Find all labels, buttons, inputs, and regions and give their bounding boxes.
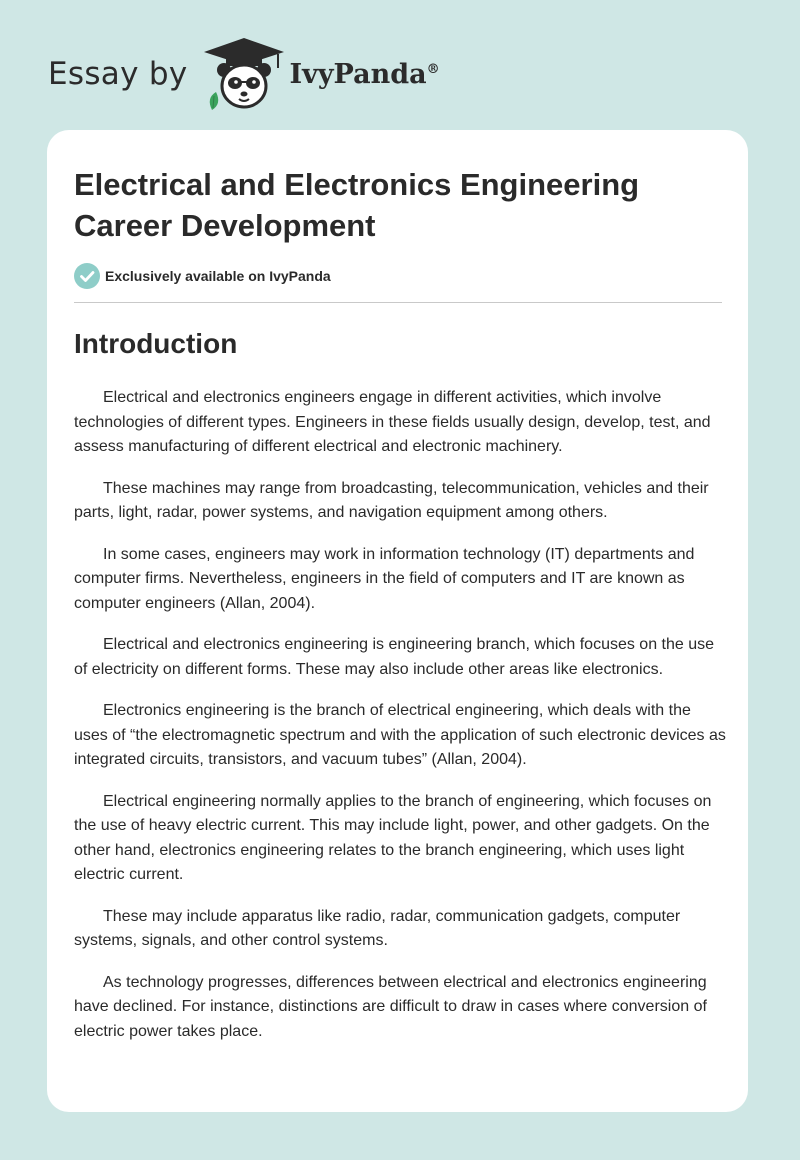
exclusive-badge xyxy=(74,263,331,289)
section-heading-introduction: Introduction xyxy=(74,328,238,359)
paragraph: Electronics engineering is the branch of electrical engineering, which deals with the uses of “the electromagnetic spectrum and with the application of such electronic devices as integrated circuits, transistors, and vacuum tubes” (Allan, 2004). xyxy=(74,702,726,768)
brand-name[interactable]: IvyPanda® xyxy=(289,58,440,90)
essay-card xyxy=(47,130,748,1112)
check-circle-icon xyxy=(74,263,100,289)
exclusive-badge-text: Exclusively available on IvyPanda xyxy=(105,268,331,284)
essay-body xyxy=(74,386,726,1061)
brand-prefix: Essay by xyxy=(48,56,188,92)
paragraph: As technology progresses, differences between electrical and electronics engineering have declined. For instance, distinctions are difficult to draw in cases where conversion of electric power takes place. xyxy=(74,973,707,1040)
essay-title: Electrical and Electronics Engineering Career Development xyxy=(74,167,640,243)
paragraph: Electrical and electronics engineering is engineering branch, which focuses on the use of electricity on different forms. These may also include other areas like electronics. xyxy=(74,636,715,678)
paragraph: In some cases, engineers may work in information technology (IT) departments and computer firms. Nevertheless, engineers in the field of computers and IT are known as computer engineers (Allan, 2004). xyxy=(74,545,695,612)
divider xyxy=(74,302,722,303)
paragraph: These machines may range from broadcasting, telecommunication, vehicles and their parts, light, radar, power systems, and navigation equipment among others. xyxy=(74,479,709,521)
site-header xyxy=(48,34,440,114)
paragraph: Electrical engineering normally applies to the branch of engineering, which focuses on the use of heavy electric current. This may include light, power, and other gadgets. On the other hand, electronics engineering relates to the branch engineering, which uses light electric current. xyxy=(74,792,712,883)
registered-mark: ® xyxy=(426,61,440,77)
paragraph: These may include apparatus like radio, radar, communication gadgets, computer systems, signals, and other control systems. xyxy=(74,907,681,949)
paragraph: Electrical and electronics engineers engage in different activities, which involve technologies of different types. Engineers in these fields usually design, develop, test, and assess manufacturing of different electrical and electronic machinery. xyxy=(74,389,711,455)
panda-logo-icon[interactable] xyxy=(202,34,286,114)
